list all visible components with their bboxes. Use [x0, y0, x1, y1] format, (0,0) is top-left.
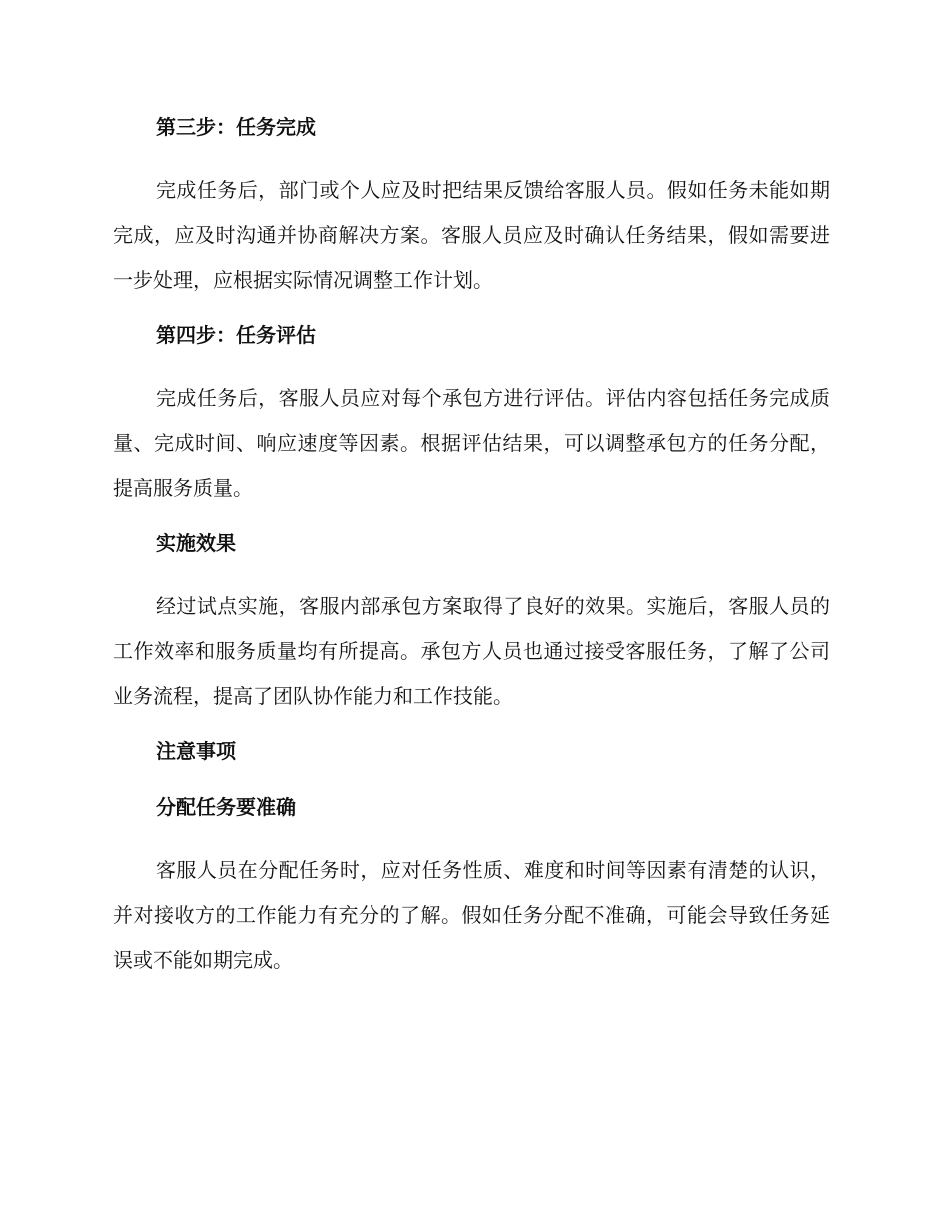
paragraph-implementation-effect: 经过试点实施，客服内部承包方案取得了良好的效果。实施后，客服人员的工作效率和服务质量均有所提高。承包方人员也通过接受客服任务，了解了公司业务流程，提高了团队协作能力和工作技能。: [113, 594, 830, 708]
section-heading-implementation-effect: 实施效果: [156, 531, 236, 555]
paragraph-accurate-assignment: 客服人员在分配任务时，应对任务性质、难度和时间等因素有清楚的认识，并对接收方的工作能力有充分的了解。假如任务分配不准确，可能会导致任务延误或不能如期完成。: [113, 858, 830, 972]
paragraph-task-evaluation: 完成任务后，客服人员应对每个承包方进行评估。评估内容包括任务完成质量、完成时间、响应速度等因素。根据评估结果，可以调整承包方的任务分配，提高服务质量。: [113, 386, 830, 500]
section-heading-accurate-assignment: 分配任务要准确: [156, 795, 296, 819]
section-heading-task-completion: 第三步：任务完成: [156, 115, 316, 139]
section-heading-notes: 注意事项: [156, 739, 236, 763]
paragraph-task-completion: 完成任务后，部门或个人应及时把结果反馈给客服人员。假如任务未能如期完成，应及时沟通并协商解决方案。客服人员应及时确认任务结果，假如需要进一步处理，应根据实际情况调整工作计划。: [113, 178, 830, 292]
section-heading-task-evaluation: 第四步：任务评估: [156, 323, 316, 347]
